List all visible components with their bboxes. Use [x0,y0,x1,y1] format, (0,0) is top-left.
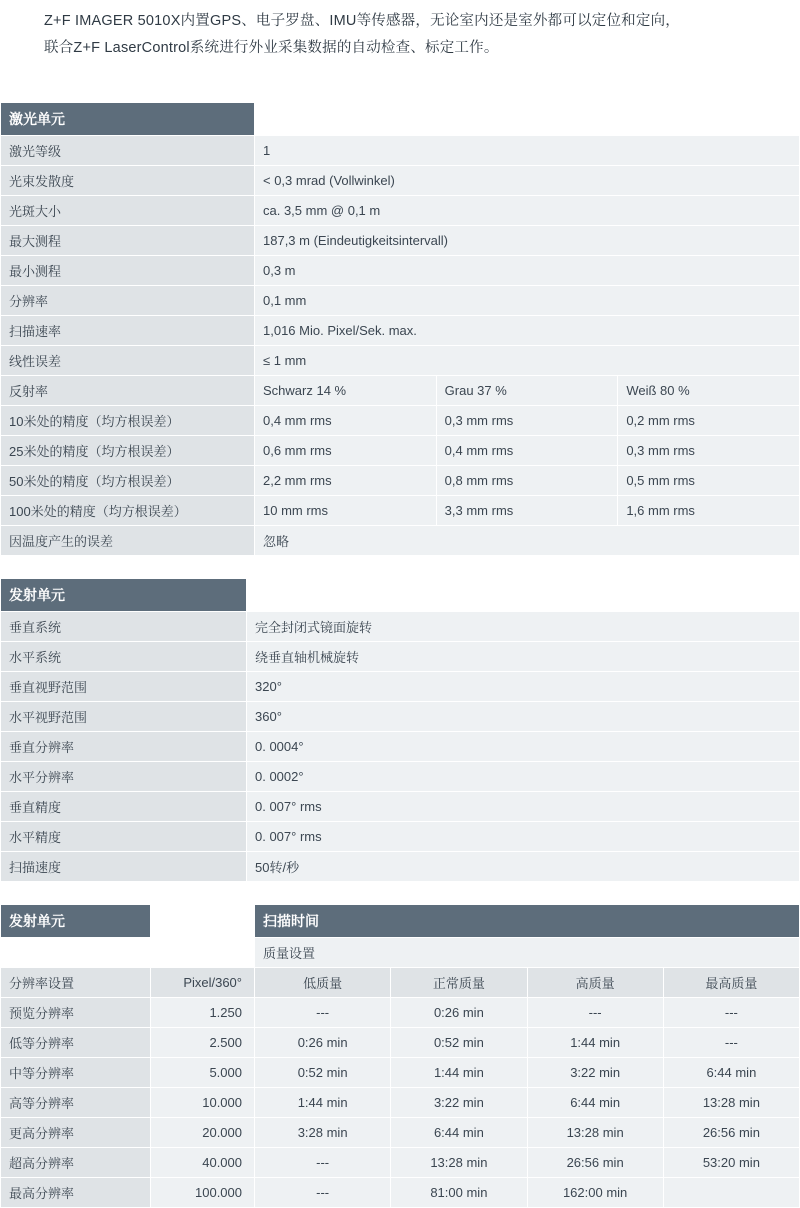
row-time: 162:00 min [527,1177,663,1207]
row-label: 线性误差 [1,345,255,375]
row-value: 0,2 mm rms [618,405,800,435]
row-label: 垂直视野范围 [1,671,247,701]
row-value: 绕垂直轴机械旋转 [247,641,800,671]
row-label: 25米处的精度（均方根误差） [1,435,255,465]
table-row [1,1177,800,1207]
row-time: 0:52 min [391,1027,527,1057]
row-time: --- [663,997,799,1027]
row-label: 水平视野范围 [1,701,247,731]
row-time: 81:00 min [391,1177,527,1207]
row-value: 0,8 mm rms [436,465,618,495]
table-row [1,761,800,791]
table-row [1,731,800,761]
table-row [1,465,800,495]
emit-unit-header-row [1,578,800,611]
row-value: 3,3 mm rms [436,495,618,525]
row-pixel: 20.000 [151,1117,255,1147]
row-pixel: 5.000 [151,1057,255,1087]
row-value: ca. 3,5 mm @ 0,1 m [255,195,800,225]
row-label: 50米处的精度（均方根误差） [1,465,255,495]
table-row [1,525,800,555]
scan-time-section-title: 扫描时间 [255,904,800,937]
table-row [1,1147,800,1177]
table-row [1,285,800,315]
row-time: --- [663,1027,799,1057]
row-time: 0:26 min [391,997,527,1027]
row-label: 预览分辨率 [1,997,151,1027]
row-value: 0. 007° rms [247,791,800,821]
row-value: 0. 007° rms [247,821,800,851]
row-value: 187,3 m (Eindeutigkeitsintervall) [255,225,800,255]
laser-unit-title: 激光单元 [1,102,255,135]
table-row [1,701,800,731]
row-label: 100米处的精度（均方根误差） [1,495,255,525]
table-row [1,225,800,255]
row-pixel: 10.000 [151,1087,255,1117]
row-time: 6:44 min [663,1057,799,1087]
row-value: 360° [247,701,800,731]
table-row [1,405,800,435]
row-time: 26:56 min [527,1147,663,1177]
scan-time-header-blank-1 [151,904,255,937]
row-label: 水平分辨率 [1,761,247,791]
row-label: 垂直系统 [1,611,247,641]
row-label: 最小测程 [1,255,255,285]
row-time: 26:56 min [663,1117,799,1147]
row-value: 0,3 mm rms [436,405,618,435]
row-label: 垂直分辨率 [1,731,247,761]
row-value: 1,016 Mio. Pixel/Sek. max. [255,315,800,345]
row-value: 忽略 [255,525,800,555]
table-row [1,1087,800,1117]
table-row [1,1057,800,1087]
reflectivity-label: 反射率 [1,375,255,405]
laser-unit-header-blank [255,102,800,135]
row-label: 10米处的精度（均方根误差） [1,405,255,435]
table-row [1,255,800,285]
row-value: 0,5 mm rms [618,465,800,495]
row-time: 6:44 min [391,1117,527,1147]
row-value: 0,3 m [255,255,800,285]
row-pixel: 100.000 [151,1177,255,1207]
table-row [1,671,800,701]
row-time: 3:28 min [255,1117,391,1147]
row-time: 3:22 min [527,1057,663,1087]
row-label: 分辨率 [1,285,255,315]
quality-col-highest: 最高质量 [663,967,799,997]
table-row [1,791,800,821]
pixel-per-360-label: Pixel/360° [151,967,255,997]
emit-unit-title: 发射单元 [1,578,247,611]
quality-setting-row [1,937,800,967]
scan-time-column-header-row [1,967,800,997]
row-label: 水平系统 [1,641,247,671]
table-row [1,821,800,851]
quality-setting-label: 质量设置 [255,937,800,967]
row-time: 1:44 min [391,1057,527,1087]
table-row [1,195,800,225]
row-time: --- [255,1177,391,1207]
table-row [1,641,800,671]
row-value: 0,3 mm rms [618,435,800,465]
row-label: 低等分辨率 [1,1027,151,1057]
row-label: 激光等级 [1,135,255,165]
table-row [1,165,800,195]
table-row [1,851,800,881]
row-time: 53:20 min [663,1147,799,1177]
scan-time-title: 发射单元 [1,904,151,937]
row-value: 0. 0002° [247,761,800,791]
row-label: 中等分辨率 [1,1057,151,1087]
row-value: 1,6 mm rms [618,495,800,525]
reflectivity-col-3: Weiß 80 % [618,375,800,405]
row-label: 光斑大小 [1,195,255,225]
row-time: --- [255,1147,391,1177]
reflectivity-header-row [1,375,800,405]
row-time: --- [255,997,391,1027]
row-value: 0. 0004° [247,731,800,761]
row-time: --- [527,997,663,1027]
row-value: 1 [255,135,800,165]
row-time [663,1177,799,1207]
quality-col-normal: 正常质量 [391,967,527,997]
row-value: 10 mm rms [255,495,437,525]
row-value: 320° [247,671,800,701]
row-time: 0:52 min [255,1057,391,1087]
reflectivity-col-2: Grau 37 % [436,375,618,405]
table-row [1,135,800,165]
row-time: 13:28 min [527,1117,663,1147]
row-value: 50转/秒 [247,851,800,881]
row-time: 6:44 min [527,1087,663,1117]
row-time: 0:26 min [255,1027,391,1057]
quality-row-blank-2 [151,937,255,967]
row-label: 扫描速度 [1,851,247,881]
row-value: 2,2 mm rms [255,465,437,495]
scan-time-header-row [1,904,800,937]
table-row [1,1027,800,1057]
intro-line-1: Z+F IMAGER 5010X内置GPS、电子罗盘、IMU等传感器，无论室内还是室外都可以定位和定向， [44,13,680,29]
row-value: 0,6 mm rms [255,435,437,465]
row-value: 0,4 mm rms [255,405,437,435]
row-value: ≤ 1 mm [255,345,800,375]
table-row [1,345,800,375]
row-label: 更高分辨率 [1,1117,151,1147]
row-label: 水平精度 [1,821,247,851]
row-value: 0,1 mm [255,285,800,315]
row-time: 13:28 min [663,1087,799,1117]
row-label: 垂直精度 [1,791,247,821]
resolution-setting-label: 分辨率设置 [1,967,151,997]
emit-unit-header-blank [247,578,800,611]
table-row [1,315,800,345]
intro-line-2: 联合Z+F LaserControl系统进行外业采集数据的自动检查、标定工作。 [44,39,499,56]
row-label: 因温度产生的误差 [1,525,255,555]
emit-unit-table [0,578,800,882]
row-label: 最大测程 [1,225,255,255]
table-row [1,435,800,465]
row-pixel: 2.500 [151,1027,255,1057]
row-pixel: 1.250 [151,997,255,1027]
table-row [1,611,800,641]
row-label: 扫描速率 [1,315,255,345]
laser-unit-header-row [1,102,800,135]
row-label: 高等分辨率 [1,1087,151,1117]
quality-col-low: 低质量 [255,967,391,997]
table-row [1,1117,800,1147]
row-value: 完全封闭式镜面旋转 [247,611,800,641]
table-row [1,997,800,1027]
row-time: 3:22 min [391,1087,527,1117]
intro-paragraph [0,0,800,62]
row-pixel: 40.000 [151,1147,255,1177]
quality-row-blank-1 [1,937,151,967]
laser-unit-table [0,102,800,556]
row-label: 最高分辨率 [1,1177,151,1207]
row-value: < 0,3 mrad (Vollwinkel) [255,165,800,195]
table-row [1,495,800,525]
reflectivity-col-1: Schwarz 14 % [255,375,437,405]
row-value: 0,4 mm rms [436,435,618,465]
row-time: 13:28 min [391,1147,527,1177]
quality-col-high: 高质量 [527,967,663,997]
row-time: 1:44 min [527,1027,663,1057]
spacer-section-1 [0,556,800,578]
spacer-top [0,62,800,102]
row-time: 1:44 min [255,1087,391,1117]
spacer-section-2 [0,882,800,904]
scan-time-table [0,904,800,1208]
row-label: 光束发散度 [1,165,255,195]
row-label: 超高分辨率 [1,1147,151,1177]
